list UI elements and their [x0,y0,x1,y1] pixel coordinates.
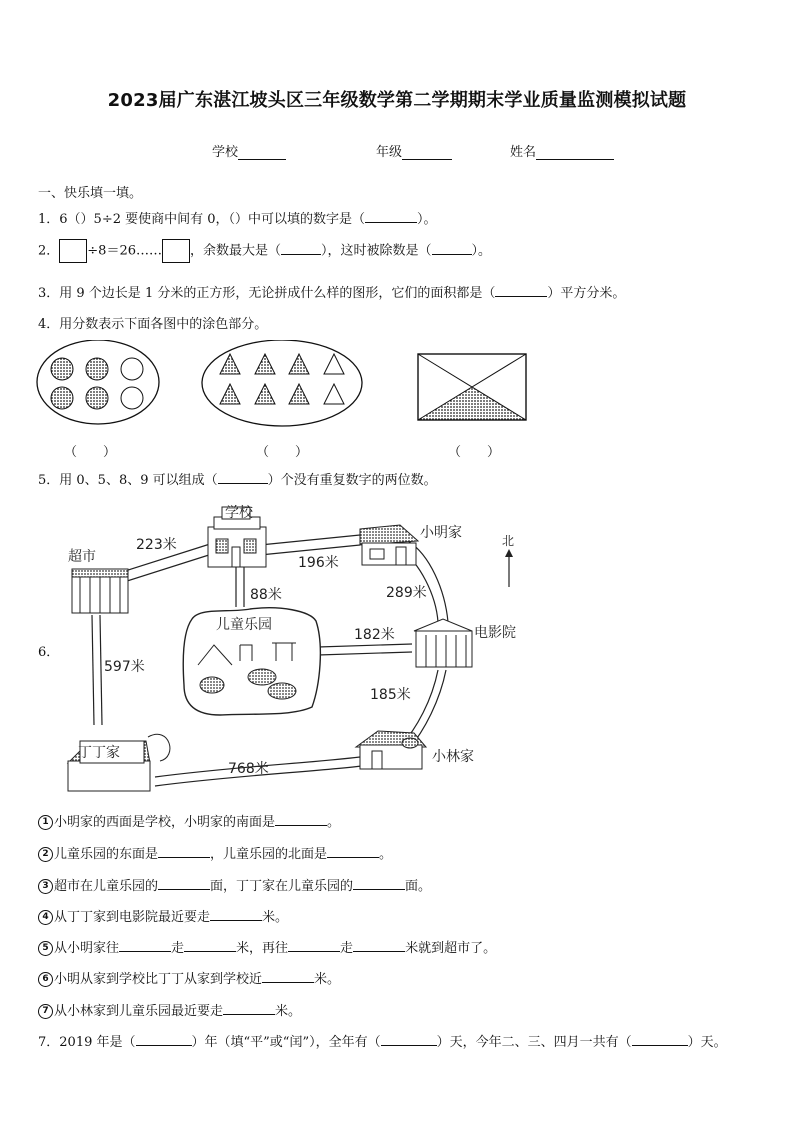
sub-text: 米，再往 [236,941,289,956]
sub-number: 6 [38,972,53,987]
q2-blank-1[interactable] [281,242,321,255]
sub-text: 从小林家到儿童乐园最近要走 [54,1004,224,1019]
q5-text-end: ）个没有重复数字的两位数。 [267,473,437,488]
sub-blank[interactable] [158,877,210,890]
q1-text-a: 1．6（ [38,212,81,227]
q6-sub-4 [38,906,288,925]
sub-text: 米。 [314,972,341,987]
section-heading: 一、快乐填一填。 [38,186,143,201]
question-1 [38,208,437,227]
q2-text-a: ÷8＝26…… [87,243,162,259]
dist-park-cinema: 182米 [354,627,395,643]
q2-blank-2[interactable] [432,242,472,255]
q5-blank[interactable] [218,471,268,484]
q4-answer-2[interactable]: （ ） [256,445,309,460]
dist-dingding-xiaolin: 768米 [228,761,269,777]
q2-text-end: ）。 [471,243,492,259]
sub-blank[interactable] [353,877,405,890]
circles-figure [37,340,159,424]
school-field [212,141,286,160]
sub-number: 3 [38,879,53,894]
sub-blank[interactable] [184,939,236,952]
dist-super-school: 223米 [136,537,177,553]
q4-answer-3[interactable]: （ ） [448,445,501,460]
sub-blank[interactable] [210,908,262,921]
sub-blank[interactable] [158,845,210,858]
q6-sub-3 [38,875,431,894]
q2-text-c: ），这时被除数是（ [321,243,432,259]
sub-text: 超市在儿童乐园的 [54,879,159,894]
grade-label: 年级 [376,145,403,160]
dingding-house [68,734,170,791]
label-north: 北 [502,534,515,548]
sub-blank[interactable] [262,970,314,983]
name-label: 姓名 [510,145,537,160]
label-supermarket: 超市 [68,549,96,565]
question-2 [38,239,491,263]
q1-answer-blank[interactable] [365,210,417,223]
sub-text: 小明从家到学校比丁丁从家到学校近 [54,972,263,987]
sub-blank[interactable] [353,939,405,952]
north-arrow [505,549,513,587]
dist-cinema-xiaolin: 185米 [370,687,411,703]
label-cinema: 电影院 [474,625,516,641]
q1-text-b: ）5÷2 要使商中间有 0，（ [80,212,236,227]
name-blank[interactable] [536,146,614,160]
dist-school-park: 88米 [250,587,282,603]
label-park: 儿童乐园 [216,617,272,633]
question-5 [38,469,437,488]
sub-number: 7 [38,1004,53,1019]
q6-sub-7 [38,1000,301,1019]
q2-box-remainder[interactable] [162,239,190,263]
label-xiaolin: 小林家 [432,749,474,765]
sub-text: ，儿童乐园的北面是 [210,847,328,862]
q6-map [0,495,794,800]
q3-blank[interactable] [495,284,547,297]
sub-number: 4 [38,910,53,925]
label-school: 学校 [225,505,253,521]
sub-text: 米。 [262,910,289,925]
q7-text-a: 7．2019 年是（ [38,1035,136,1050]
sub-number: 2 [38,847,53,862]
question-4: 4．用分数表示下面各图中的涂色部分。 [38,317,268,332]
q6-sub-2 [38,843,392,862]
sub-blank[interactable] [288,939,340,952]
q4-figures [0,340,794,430]
sub-text: 从丁丁家到电影院最近要走 [54,910,211,925]
sub-blank[interactable] [327,845,379,858]
q7-blank-2[interactable] [381,1033,437,1046]
q6-number: 6． [38,645,60,660]
q7-blank-1[interactable] [136,1033,192,1046]
xiaoming-house [360,525,418,565]
q5-text: 5．用 0、5、8、9 可以组成（ [38,473,218,488]
sub-text: 儿童乐园的东面是 [54,847,159,862]
dist-xiaoming-cinema: 289米 [386,585,427,601]
sub-text: 走 [171,941,185,956]
name-field [510,141,614,160]
q1-text-c: ）中可以填的数字是（ [235,212,366,227]
sub-number: 1 [38,815,53,830]
label-xiaoming: 小明家 [420,525,462,541]
supermarket-building [72,569,128,613]
sub-blank[interactable] [223,1002,275,1015]
sub-text: 。 [327,815,341,830]
sub-text: 走 [340,941,354,956]
sub-text: 米就到超市了。 [405,941,497,956]
sub-text: 。 [379,847,393,862]
q7-blank-3[interactable] [632,1033,688,1046]
question-7 [38,1031,727,1050]
q4-answer-1[interactable]: （ ） [64,445,117,460]
q6-sub-6 [38,968,340,987]
q6-sub-5 [38,937,496,956]
q6-sub-1 [38,811,340,830]
sub-text: 米。 [275,1004,302,1019]
q1-text-end: ）。 [417,212,437,227]
triangles-figure [202,340,362,426]
school-label: 学校 [212,145,239,160]
label-dingding: 丁丁家 [78,745,120,761]
sub-text: 从小明家往 [54,941,120,956]
q3-text: 3．用 9 个边长是 1 分米的正方形，无论拼成什么样的图形，它们的面积都是（ [38,286,496,301]
sub-text: 小明家的西面是学校，小明家的南面是 [54,815,276,830]
sub-text: 面。 [405,879,432,894]
q7-text-d: ）天。 [687,1035,727,1050]
dist-super-dingding: 597米 [104,659,145,675]
q7-text-c: ）天，今年二、三、四月一共有（ [436,1035,632,1050]
q2-text-b: ，余数最大是（ [190,243,282,259]
sub-text: 面，丁丁家在儿童乐园的 [210,879,354,894]
grade-field [376,141,452,160]
page-title: 2023届广东湛江坡头区三年级数学第二学期期末学业质量监测模拟试题 [107,90,687,111]
question-3 [38,282,625,301]
q2-box-dividend[interactable] [59,239,87,263]
dist-school-xiaoming: 196米 [298,555,339,571]
q3-text-end: ）平方分米。 [547,286,626,301]
q7-text-b: ）年（填“平”或“闰”），全年有（ [191,1035,381,1050]
sub-blank[interactable] [119,939,171,952]
cinema-building [414,619,472,667]
q2-num: 2． [38,243,60,259]
rectangle-figure [418,354,526,420]
sub-blank[interactable] [275,813,327,826]
sub-number: 5 [38,941,53,956]
school-blank[interactable] [238,146,286,160]
grade-blank[interactable] [402,146,452,160]
xiaolin-house [356,731,426,769]
